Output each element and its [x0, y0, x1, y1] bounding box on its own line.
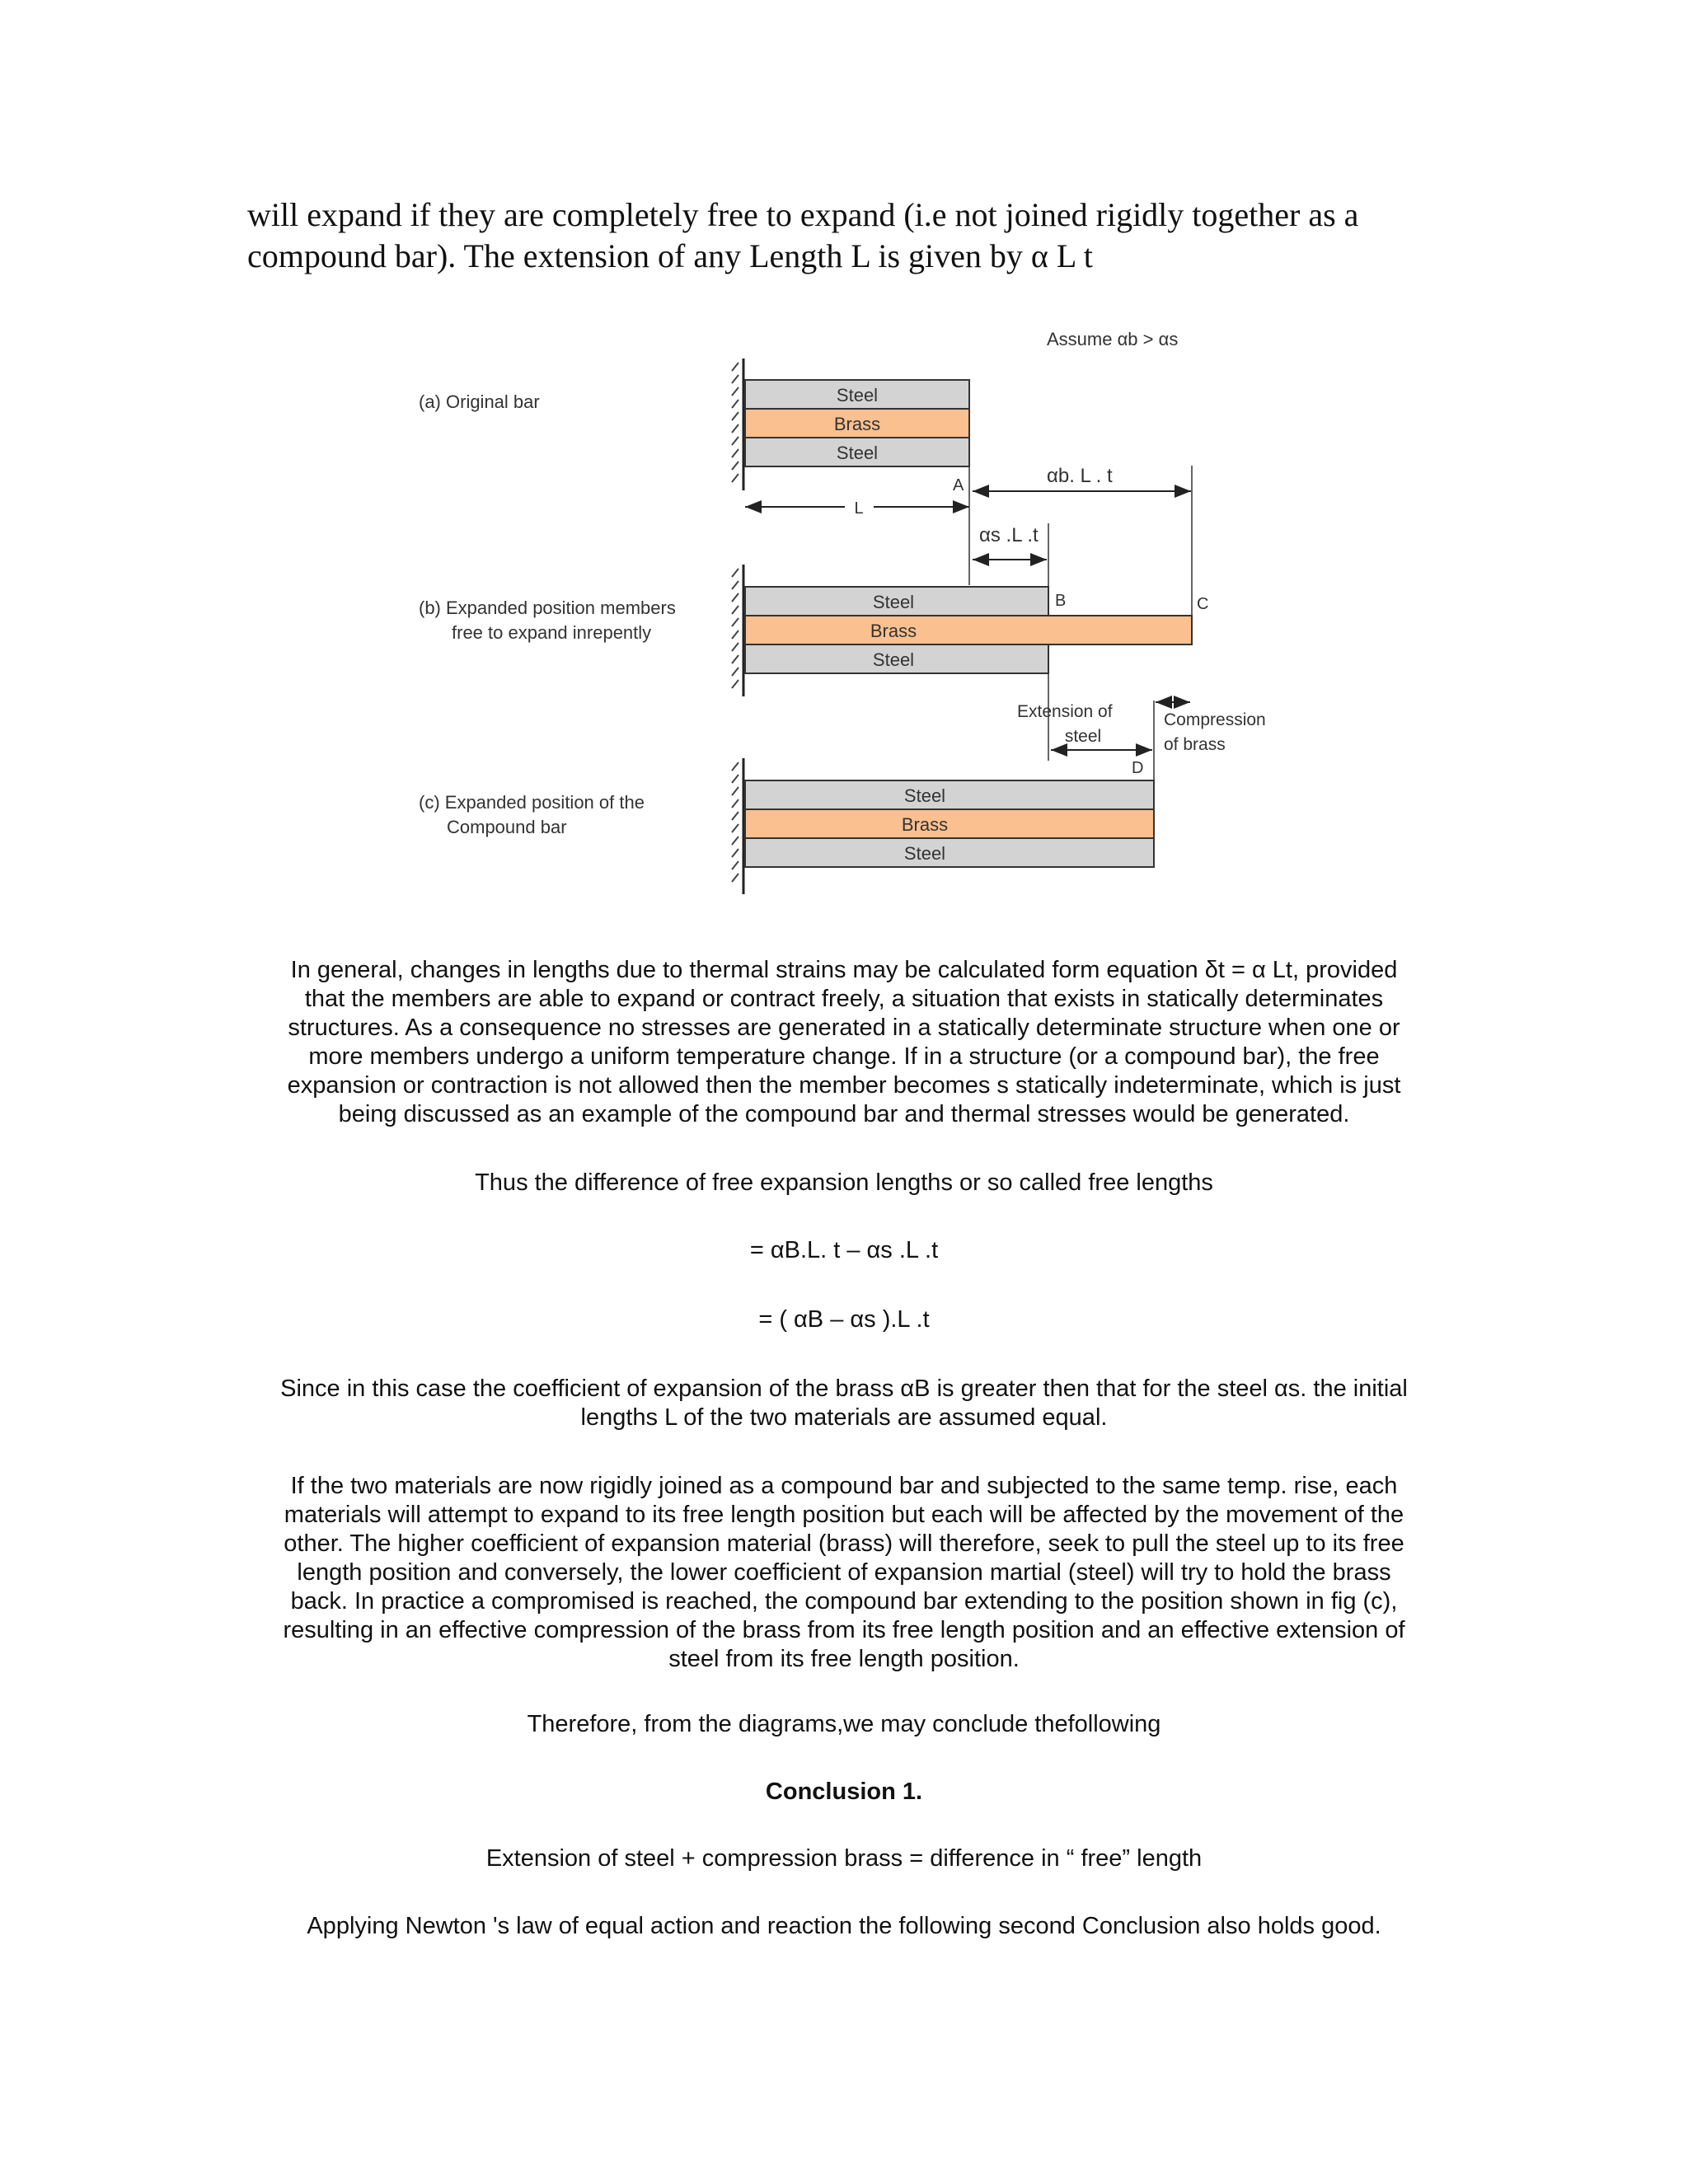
label-A: A [953, 476, 964, 494]
label-C: C [1197, 595, 1209, 613]
paragraph-line: that the members are able to expand or contract freely, a situation that exists in statically determinates [304, 986, 1384, 1012]
heading-line: Conclusion 1. [765, 1779, 923, 1805]
intro-line-2: compound bar). The extension of any Length L is given by α L t [247, 237, 1093, 274]
paragraph-line: Extension of steel + compression brass = difference in “ free” length [485, 1845, 1203, 1872]
bar-b-brass-label: Brass [870, 621, 917, 641]
paragraph-line: steel from its free length position. [668, 1646, 1020, 1672]
equation-line: = αB.L. t – αs .L .t [749, 1237, 939, 1263]
caption-c-line2: Compound bar [447, 817, 567, 837]
wall-a [732, 359, 743, 490]
paragraph-newton [247, 1912, 1441, 1941]
caption-a: (a) Original bar [419, 391, 540, 412]
equation-2 [247, 1305, 1441, 1334]
bar-c-steel-top [745, 780, 1154, 809]
paragraph-line: being discussed as an example of the compound bar and thermal stresses would be generated. [338, 1101, 1350, 1127]
label-B: B [1055, 592, 1067, 610]
paragraph-line: expansion or contraction is not allowed then the member becomes s statically indeterminate, which is just [287, 1072, 1401, 1099]
brass-expansion-label: αb. L . t [1047, 465, 1113, 487]
paragraph-line: Therefore, from the diagrams,we may conclude thefollowing [527, 1711, 1161, 1737]
bar-c-brass-label: Brass [901, 814, 949, 835]
caption-b-line2: free to expand inrepently [452, 622, 652, 643]
label-L: L [854, 499, 864, 518]
paragraph-line: more members undergo a uniform temperature change. If in a structure (or a compound bar), the free [308, 1043, 1380, 1070]
paragraph-line: Since in this case the coefficient of expansion of the brass αB is greater then that for the steel αs. the initial [280, 1376, 1408, 1402]
paragraph-line: Applying Newton 's law of equal action and reaction the following second Conclusion also holds good. [307, 1913, 1381, 1939]
intro-line-1: will expand if they are completely free to expand (i.e not joined rigidly together as a [247, 196, 1359, 233]
paragraph-line: In general, changes in lengths due to thermal strains may be calculated form equation δt = α Lt, provided [290, 957, 1398, 983]
paragraph-line: If the two materials are now rigidly joined as a compound bar and subjected to the same temp. rise, each [290, 1473, 1398, 1499]
paragraph-rigidly-joined [247, 1472, 1441, 1674]
bar-b-brass [745, 616, 1192, 644]
equation-line: = ( αB – αs ).L .t [758, 1306, 930, 1333]
paragraph-free-lengths [247, 1169, 1441, 1197]
paragraph-line: resulting in an effective compression of the brass from its free length position and an effective extension of [283, 1617, 1405, 1643]
intro-text [247, 194, 1467, 277]
equation-1 [247, 1236, 1441, 1265]
extension-of-steel-line2: steel [1064, 727, 1102, 746]
conclusion-heading [247, 1778, 1441, 1807]
paragraph-line: other. The higher coefficient of expansion material (brass) will therefore, seek to pull the steel up to its free [284, 1530, 1404, 1557]
bar-c-steel-bottom [745, 838, 1154, 867]
paragraph-general [247, 956, 1441, 1129]
paragraph-line: structures. As a consequence no stresses are generated in a statically determinate structure when one or [288, 1015, 1400, 1041]
steel-expansion-label: αs .L .t [979, 524, 1039, 546]
bar-c-steel-bottom-label: Steel [903, 843, 946, 864]
paragraph-line: length position and conversely, the lower coefficient of expansion martial (steel) will try to hold the brass [297, 1559, 1391, 1586]
compression-of-brass-line2: of brass [1164, 735, 1226, 754]
bar-c-steel-top-label: Steel [903, 785, 946, 806]
bar-a-steel-bottom-label: Steel [836, 443, 879, 463]
bar-a-steel-top-label: Steel [836, 385, 879, 405]
bar-a-brass-label: Brass [833, 414, 881, 434]
caption-b-line1: (b) Expanded position members [419, 598, 676, 618]
wall-c [732, 758, 743, 894]
paragraph-line: lengths L of the two materials are assumed equal. [580, 1404, 1108, 1431]
compression-of-brass-line1: Compression [1164, 710, 1266, 729]
thermal-expansion-diagram [396, 317, 1368, 911]
paragraph-line: materials will attempt to expand to its free length position but each will be affected by the movement of the [284, 1502, 1404, 1528]
paragraph-therefore [247, 1710, 1441, 1739]
bar-c-brass [745, 809, 1154, 838]
extension-of-steel-line1: Extension of [1017, 702, 1113, 721]
paragraph-line: Thus the difference of free expansion lengths or so called free lengths [475, 1169, 1213, 1196]
wall-b [732, 565, 743, 696]
paragraph-line: back. In practice a compromised is reached, the compound bar extending to the position shown in fig (c), [290, 1588, 1398, 1615]
bar-b-steel-top-label: Steel [872, 592, 915, 612]
conclusion-statement [247, 1844, 1441, 1873]
assume-label: Assume αb > αs [1047, 329, 1179, 349]
paragraph-coefficients [247, 1375, 1441, 1432]
caption-c-line1: (c) Expanded position of the [419, 792, 645, 813]
bar-b-steel-bottom-label: Steel [872, 649, 915, 670]
label-D: D [1132, 759, 1144, 777]
